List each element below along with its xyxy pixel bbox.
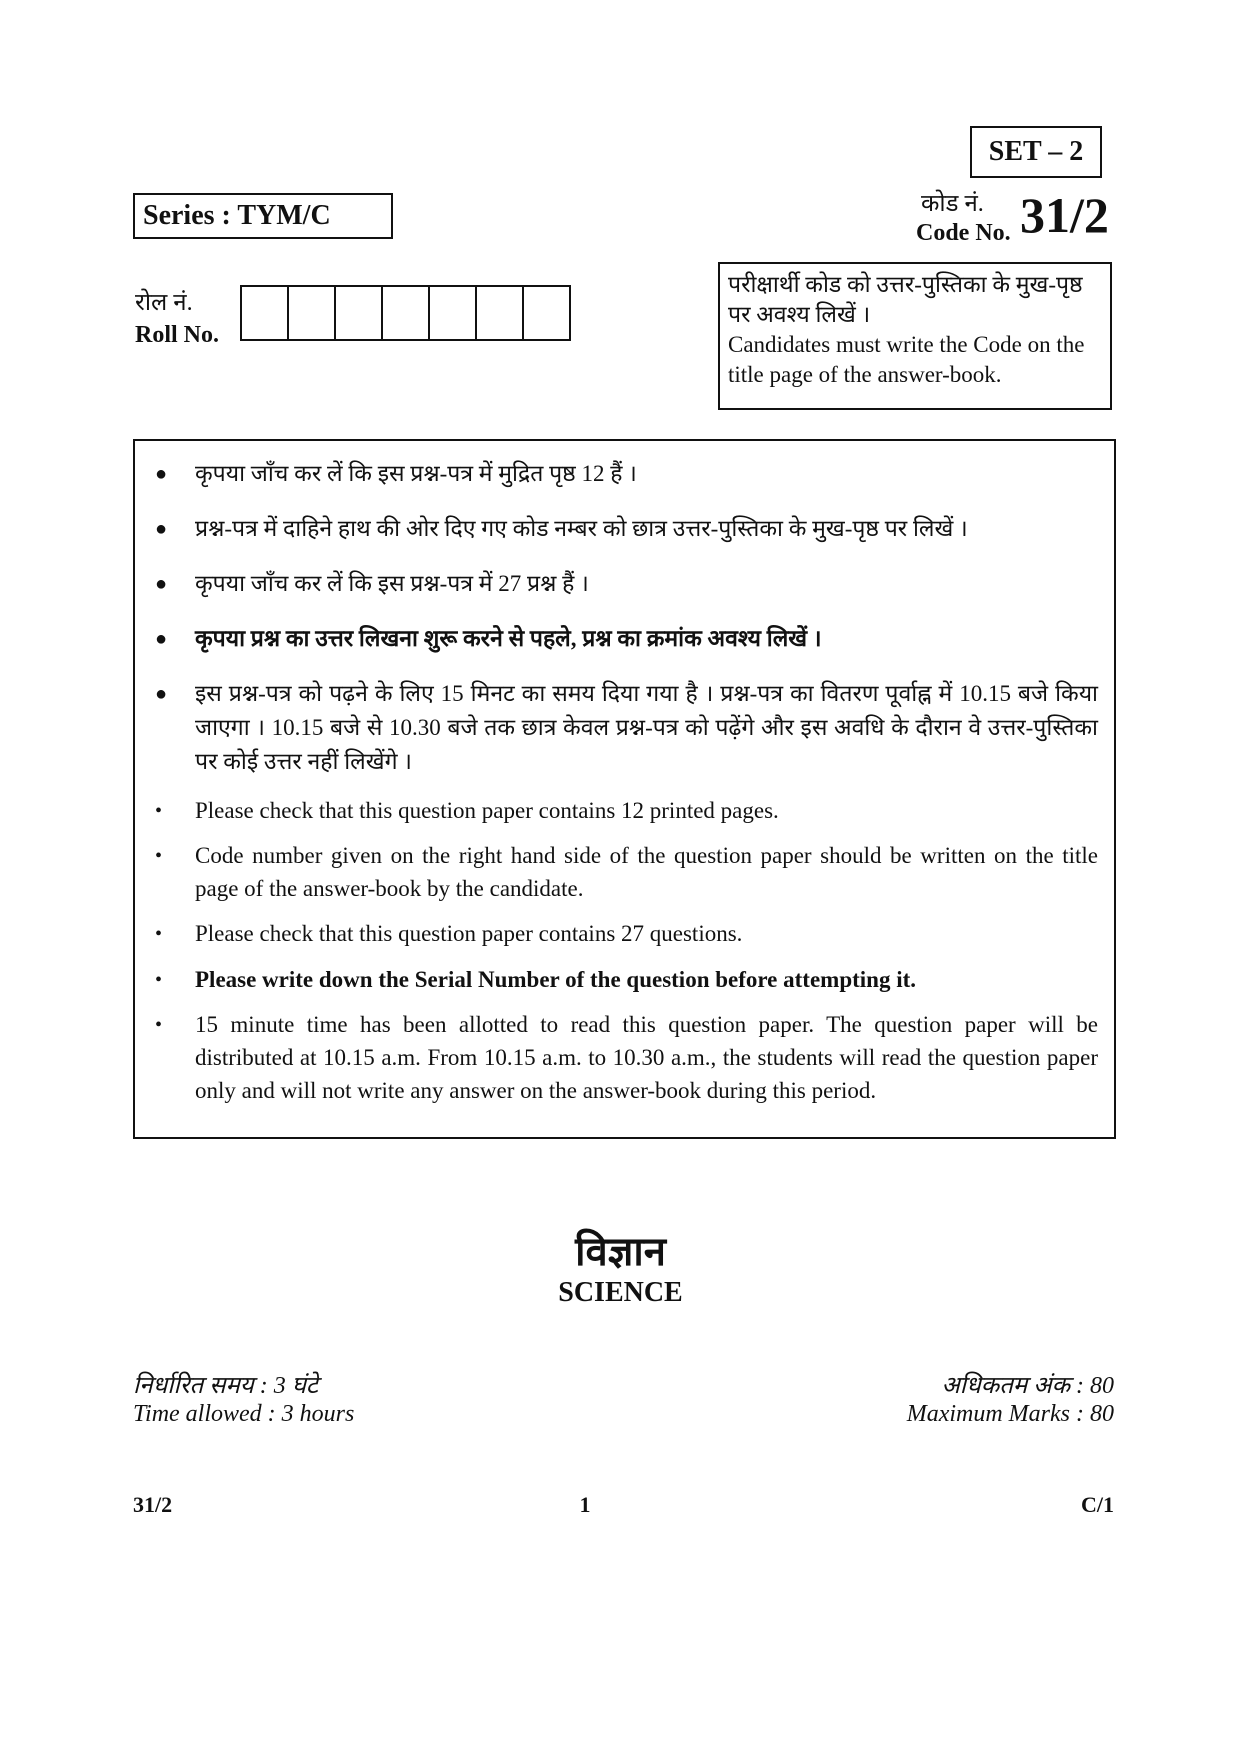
instruction-text: कृपया जाँच कर लें कि इस प्रश्न-पत्र में मुद्रित पृष्ठ 12 हैं ।: [195, 461, 637, 486]
bullet-icon: •: [155, 923, 163, 945]
instruction-text: Please check that this question paper contains 12 printed pages.: [195, 798, 779, 823]
time-allowed-hindi: निर्धारित समय : 3 घंटे: [133, 1373, 318, 1399]
instruction-text: कृपया जाँच कर लें कि इस प्रश्न-पत्र में 27 प्रश्न हैं ।: [195, 571, 589, 596]
subject-title-hindi: विज्ञान: [575, 1229, 666, 1274]
instruction-english-3: [155, 917, 1098, 951]
code-label-hindi: कोड नं.: [921, 191, 984, 217]
bullet-icon: ●: [155, 573, 168, 595]
roll-digit-box[interactable]: [336, 285, 383, 341]
instruction-text: प्रश्न-पत्र में दाहिने हाथ की ओर दिए गए कोड नम्बर को छात्र उत्तर-पुस्तिका के मुख-पृष्ठ पर लिखें ।: [195, 516, 968, 541]
roll-digit-box[interactable]: [289, 285, 336, 341]
instruction-english-1: [155, 794, 1098, 828]
roll-digit-box[interactable]: [477, 285, 524, 341]
bullet-icon: •: [155, 969, 163, 991]
bullet-icon: ●: [155, 628, 168, 650]
footer-code: 31/2: [133, 1492, 173, 1517]
bullet-icon: •: [155, 1014, 163, 1036]
roll-label-hindi: रोल नं.: [135, 290, 193, 316]
bullet-icon: ●: [155, 518, 168, 540]
maximum-marks-english: Maximum Marks : 80: [906, 1401, 1114, 1427]
instruction-hindi-1: [155, 457, 1098, 491]
set-label: SET – 2: [970, 126, 1102, 178]
series-label: Series : TYM/C: [133, 193, 393, 239]
instruction-english-4: [155, 963, 1098, 997]
instruction-hindi-3: [155, 567, 1098, 601]
bullet-icon: •: [155, 800, 163, 822]
instruction-text: कृपया प्रश्न का उत्तर लिखना शुरू करने से पहले, प्रश्न का क्रमांक अवश्य लिखें ।: [195, 626, 822, 651]
instruction-english-2: [155, 839, 1098, 905]
roll-number-boxes[interactable]: [240, 285, 571, 341]
instruction-hindi-5: [155, 677, 1098, 779]
code-label-english: Code No.: [916, 220, 1011, 246]
footer-set-code: C/1: [1081, 1492, 1114, 1517]
instruction-text: इस प्रश्न-पत्र को पढ़ने के लिए 15 मिनट का समय दिया गया है । प्रश्न-पत्र का वितरण पूर्वाह्न में 10.15 बजे किया जाएगा । 10.15 बजे से 10.30 बजे तक छात्र केवल प्रश्न-पत्र को पढ़ेंगे और इस अवधि के दौरान वे उत्तर-पुस्तिका पर कोई उत्तर नहीं लिखेंगे ।: [195, 681, 1098, 774]
roll-digit-box[interactable]: [430, 285, 477, 341]
instruction-hindi-4: [155, 622, 1098, 656]
bullet-icon: ●: [155, 463, 168, 485]
time-allowed-english: Time allowed : 3 hours: [133, 1401, 355, 1427]
roll-label-english: Roll No.: [135, 322, 219, 348]
candidate-code-note: [718, 262, 1112, 410]
page-number: 1: [579, 1492, 591, 1517]
bullet-icon: ●: [155, 683, 168, 705]
instruction-english-5: [155, 1008, 1098, 1107]
instruction-text: 15 minute time has been allotted to read this question paper. The question paper will be distributed at 10.15 a.m. From 10.15 a.m. to 10.30 a.m., the students will read the question paper only and will not write any answer on the answer-book during this period.: [195, 1012, 1098, 1103]
instruction-text: Please check that this question paper contains 27 questions.: [195, 921, 743, 946]
instructions-box: [133, 439, 1116, 1139]
roll-digit-box[interactable]: [383, 285, 430, 341]
instruction-text: Code number given on the right hand side of the question paper should be written on the title page of the answer-book by the candidate.: [195, 843, 1098, 901]
roll-digit-box[interactable]: [524, 285, 571, 341]
maximum-marks-hindi: अधिकतम अंक : 80: [941, 1373, 1114, 1399]
instruction-text: Please write down the Serial Number of the question before attempting it.: [195, 967, 917, 992]
roll-digit-box[interactable]: [242, 285, 289, 341]
bullet-icon: •: [155, 845, 163, 867]
note-hindi: परीक्षार्थी कोड को उत्तर-पुस्तिका के मुख-पृष्ठ पर अवश्य लिखें ।: [728, 272, 1083, 327]
code-number: 31/2: [1020, 187, 1109, 243]
instruction-hindi-2: [155, 512, 1098, 546]
subject-title-english: SCIENCE: [558, 1277, 683, 1308]
note-english: Candidates must write the Code on the title page of the answer-book.: [728, 332, 1085, 387]
